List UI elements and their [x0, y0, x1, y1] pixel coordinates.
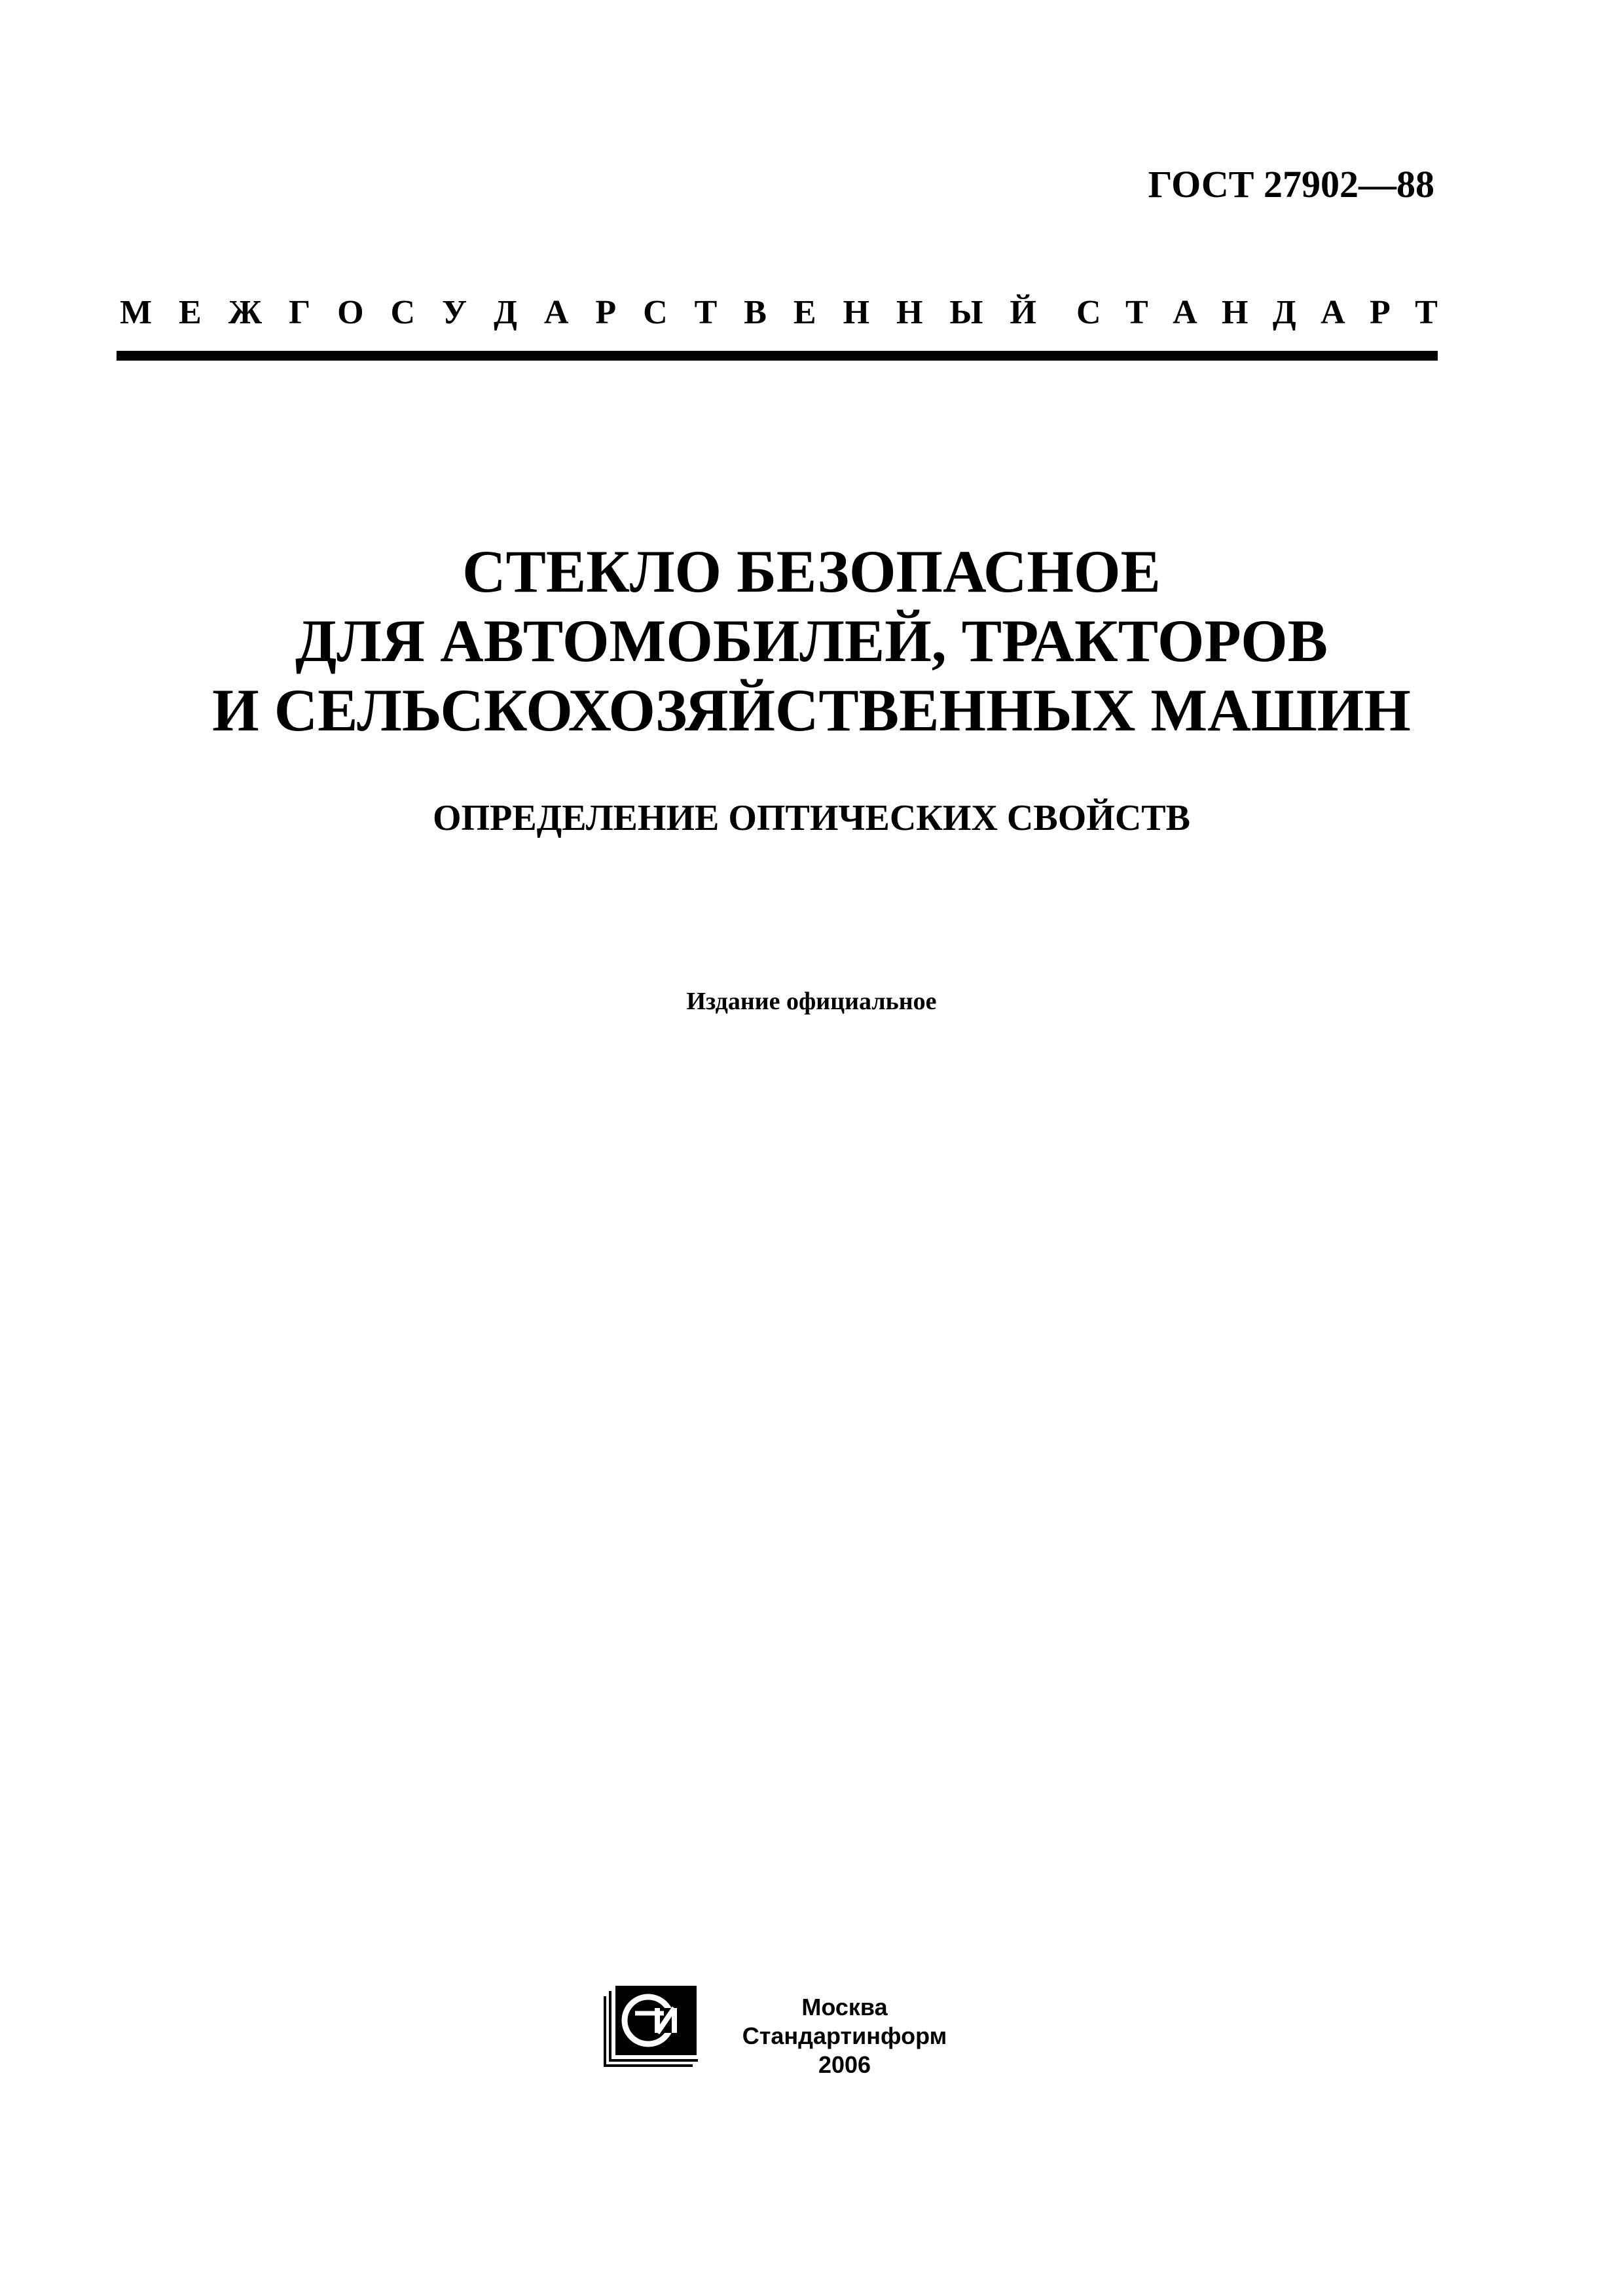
title-line-2: ДЛЯ АВТОМОБИЛЕЙ, ТРАКТОРОВ	[295, 607, 1328, 674]
title-line-1: СТЕКЛО БЕЗОПАСНОЕ	[462, 538, 1161, 605]
document-number: ГОСТ 27902—88	[1148, 163, 1434, 206]
heading-letter: У	[442, 294, 467, 331]
heading-letter: А	[1173, 294, 1197, 331]
heading-letter: О	[337, 294, 364, 331]
publisher-block	[740, 1993, 949, 2079]
standard-type-word-interstate	[120, 293, 1036, 332]
heading-letter: Г	[289, 294, 311, 331]
heading-letter: С	[643, 294, 668, 331]
publisher-name: Стандартинформ	[742, 2022, 947, 2049]
standartinform-logo-icon	[601, 1982, 701, 2067]
heading-letter: А	[543, 294, 569, 331]
heading-letter: Н	[1222, 294, 1249, 331]
heading-letter: Д	[494, 294, 517, 331]
heading-letter: Д	[1272, 294, 1296, 331]
heading-letter: Н	[843, 294, 870, 331]
edition-note: Издание официальное	[686, 988, 937, 1015]
heading-letter: Т	[1415, 294, 1438, 331]
standard-type-word-standard	[1076, 293, 1438, 332]
heading-letter: Т	[1125, 294, 1148, 331]
heading-letter: С	[390, 294, 416, 331]
heading-letter: Т	[694, 294, 718, 331]
heading-letter: Е	[793, 294, 816, 331]
heading-letter: Ж	[228, 294, 263, 331]
heading-letter: М	[120, 294, 153, 331]
publisher-city: Москва	[801, 1994, 888, 2020]
heading-letter: Е	[179, 294, 202, 331]
heading-letter: Й	[1010, 294, 1036, 331]
document-title	[0, 537, 1623, 745]
publication-year: 2006	[818, 2051, 871, 2078]
heading-letter: Р	[1370, 294, 1391, 331]
heading-letter: А	[1321, 294, 1345, 331]
heading-letter: В	[744, 294, 767, 331]
document-subtitle: ОПРЕДЕЛЕНИЕ ОПТИЧЕСКИХ СВОЙСТВ	[433, 798, 1190, 838]
title-line-3: И СЕЛЬСКОХОЗЯЙСТВЕННЫХ МАШИН	[212, 677, 1411, 744]
standard-type-heading	[120, 293, 1438, 332]
heading-letter: С	[1076, 294, 1101, 331]
heading-divider	[117, 351, 1438, 361]
heading-letter: Ы	[949, 294, 983, 331]
heading-letter: Н	[896, 294, 923, 331]
heading-letter: Р	[595, 294, 617, 331]
